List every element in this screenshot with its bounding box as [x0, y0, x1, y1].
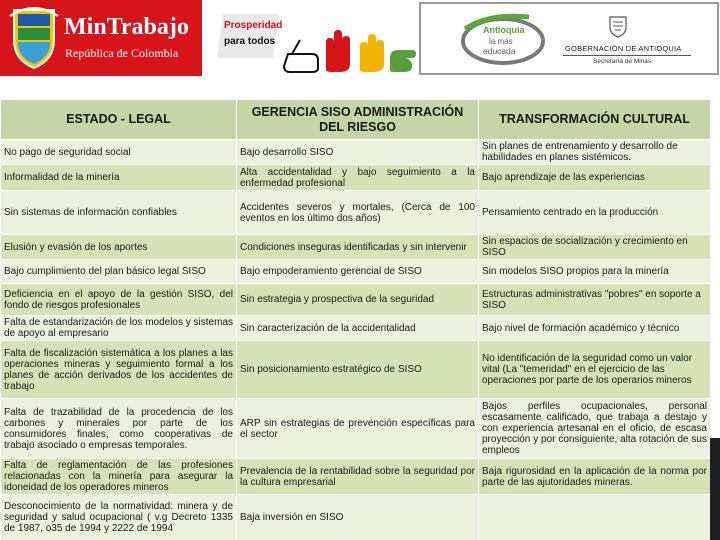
table-row	[1, 399, 711, 459]
antioquia-seal-icon	[607, 14, 629, 38]
cell-gerencia: ARP sin estrategias de prevención específicas para el sector	[237, 399, 479, 459]
cell-cultural: Bajos perfiles ocupacionales, personal escasamente calificado, que trabaja a destajo y con experiencia artesanal en el oficio, de escasa proyección y por consiguiente, alta rotación de sus empleos	[479, 399, 711, 459]
cell-estado: Falta de reglamentación de las profesiones relacionadas con la minería para asegurar la idoneidad de los operadores mineros	[1, 459, 237, 495]
gobernacion-divider	[563, 55, 691, 56]
cell-cultural: Bajo aprendizaje de las experiencias	[479, 165, 711, 191]
table-row	[1, 495, 711, 540]
prosperidad-line1: Prosperidad	[224, 20, 283, 31]
cell-gerencia: Alta accidentalidad y bajo seguimiento a la enfermedad profesional	[237, 165, 479, 191]
cell-estado: Informalidad de la minería	[1, 165, 237, 191]
cell-cultural: Sin planes de entrenamiento y desarrollo de habilidades en planes sistémicos.	[479, 140, 711, 165]
cell-estado: Falta de estandarización de los modelos y sistemas de apoyo al empresario	[1, 316, 237, 341]
cell-estado: Bajo cumplimiento del plan básico legal SISO	[1, 260, 237, 284]
table-header-row	[1, 100, 711, 140]
table-row	[1, 191, 711, 235]
table-row	[1, 284, 711, 316]
cell-cultural: Sin modelos SISO propios para la minería	[479, 260, 711, 284]
prosperidad-line2: para todos	[224, 36, 276, 47]
table-row	[1, 235, 711, 260]
cell-estado: No pago de seguridad social	[1, 140, 237, 165]
cell-estado: Falta de trazabilidad de la procedencia de los carbones y minerales por parte de los consumidores finales, como cooperativas de trabajo asociado o empresas temporales.	[1, 399, 237, 459]
cell-cultural: Bajo nivel de formación académico y técnico	[479, 316, 711, 341]
cell-estado: Falta de fiscalización sistemática a los planes a las operaciones mineras y seguimiento formal a los planes de acción derivados de los accidentes de trabajo	[1, 341, 237, 399]
cell-estado: Sin sistemas de información confiables	[1, 191, 237, 235]
cell-cultural: Sin espacios de socialización y crecimiento en SISO	[479, 235, 711, 260]
cell-gerencia: Bajo empoderamiento gerencial de SISO	[237, 260, 479, 284]
table-row	[1, 459, 711, 495]
table-row	[1, 316, 711, 341]
table-row	[1, 165, 711, 191]
cell-cultural: Estructuras administrativas "pobres" en soporte a SISO	[479, 284, 711, 316]
svg-text:Antioquia: Antioquia	[483, 25, 525, 35]
colombia-shield-icon	[8, 6, 60, 70]
dark-side-strip	[710, 438, 720, 540]
cell-estado: Desconocimiento de la normatividad: minera y de seguridad y salud ocupacional ( v.g Decreto 1335 de 1987, o35 de 1994 y 2222 de 1994	[1, 495, 237, 540]
table-row	[1, 260, 711, 284]
cell-gerencia: Baja inversión en SISO	[237, 495, 479, 540]
svg-text:la más: la más	[489, 37, 513, 46]
cell-gerencia: Sin estrategia y prospectiva de la seguridad	[237, 284, 479, 316]
svg-text:educada: educada	[483, 46, 516, 56]
cell-gerencia: Sin posicionamiento estratégico de SISO	[237, 341, 479, 399]
mintrabajo-subtitle: República de Colombia	[65, 46, 179, 60]
table-row	[1, 140, 711, 165]
cell-estado: Deficiencia en el apoyo de la gestión SISO, del fondo de riesgos profesionales	[1, 284, 237, 316]
cell-gerencia: Bajo desarrollo SISO	[237, 140, 479, 165]
column-header-estado-legal: ESTADO - LEGAL	[1, 100, 237, 140]
mintrabajo-logo-area	[0, 0, 202, 76]
hands-icon	[282, 24, 418, 74]
cell-cultural: Pensamiento centrado en la producción	[479, 191, 711, 235]
cell-gerencia: Condiciones inseguras identificadas y sin intervenir	[237, 235, 479, 260]
column-header-transformacion-cultural: TRANSFORMACIÓN CULTURAL	[479, 100, 711, 140]
prosperidad-logo	[202, 0, 283, 76]
siso-diagnostic-table	[0, 99, 711, 540]
mintrabajo-title: MinTrabajo	[64, 14, 189, 40]
cell-estado: Elusión y evasión de los aportes	[1, 235, 237, 260]
gobernacion-logo-box	[419, 2, 719, 75]
cell-gerencia: Prevalencia de la rentabilidad sobre la seguridad por la cultura empresarial	[237, 459, 479, 495]
cell-cultural: Baja rigurosidad en la aplicación de la norma por parte de las ajutoridades mineras.	[479, 459, 711, 495]
cell-gerencia: Sin caracterización de la accidentalidad	[237, 316, 479, 341]
cell-gerencia: Accidentes severos y mortales, (Cerca de 100 eventos en los último dos años)	[237, 191, 479, 235]
cell-cultural: No identificación de la seguridad como un valor vital (La "temeridad" en el ejercicio de las operaciones por parte de los operarios mineros	[479, 341, 711, 399]
antioquia-badge-icon	[459, 11, 551, 67]
column-header-gerencia-siso: GERENCIA SISO ADMINISTRACIÓN DEL RIESGO	[237, 100, 479, 140]
gobernacion-title: GOBERNACIÓN DE ANTIOQUIA	[565, 44, 682, 53]
table-row	[1, 341, 711, 399]
cell-cultural	[479, 495, 711, 540]
gobernacion-subtitle: Secretaría de Minas	[593, 58, 652, 65]
